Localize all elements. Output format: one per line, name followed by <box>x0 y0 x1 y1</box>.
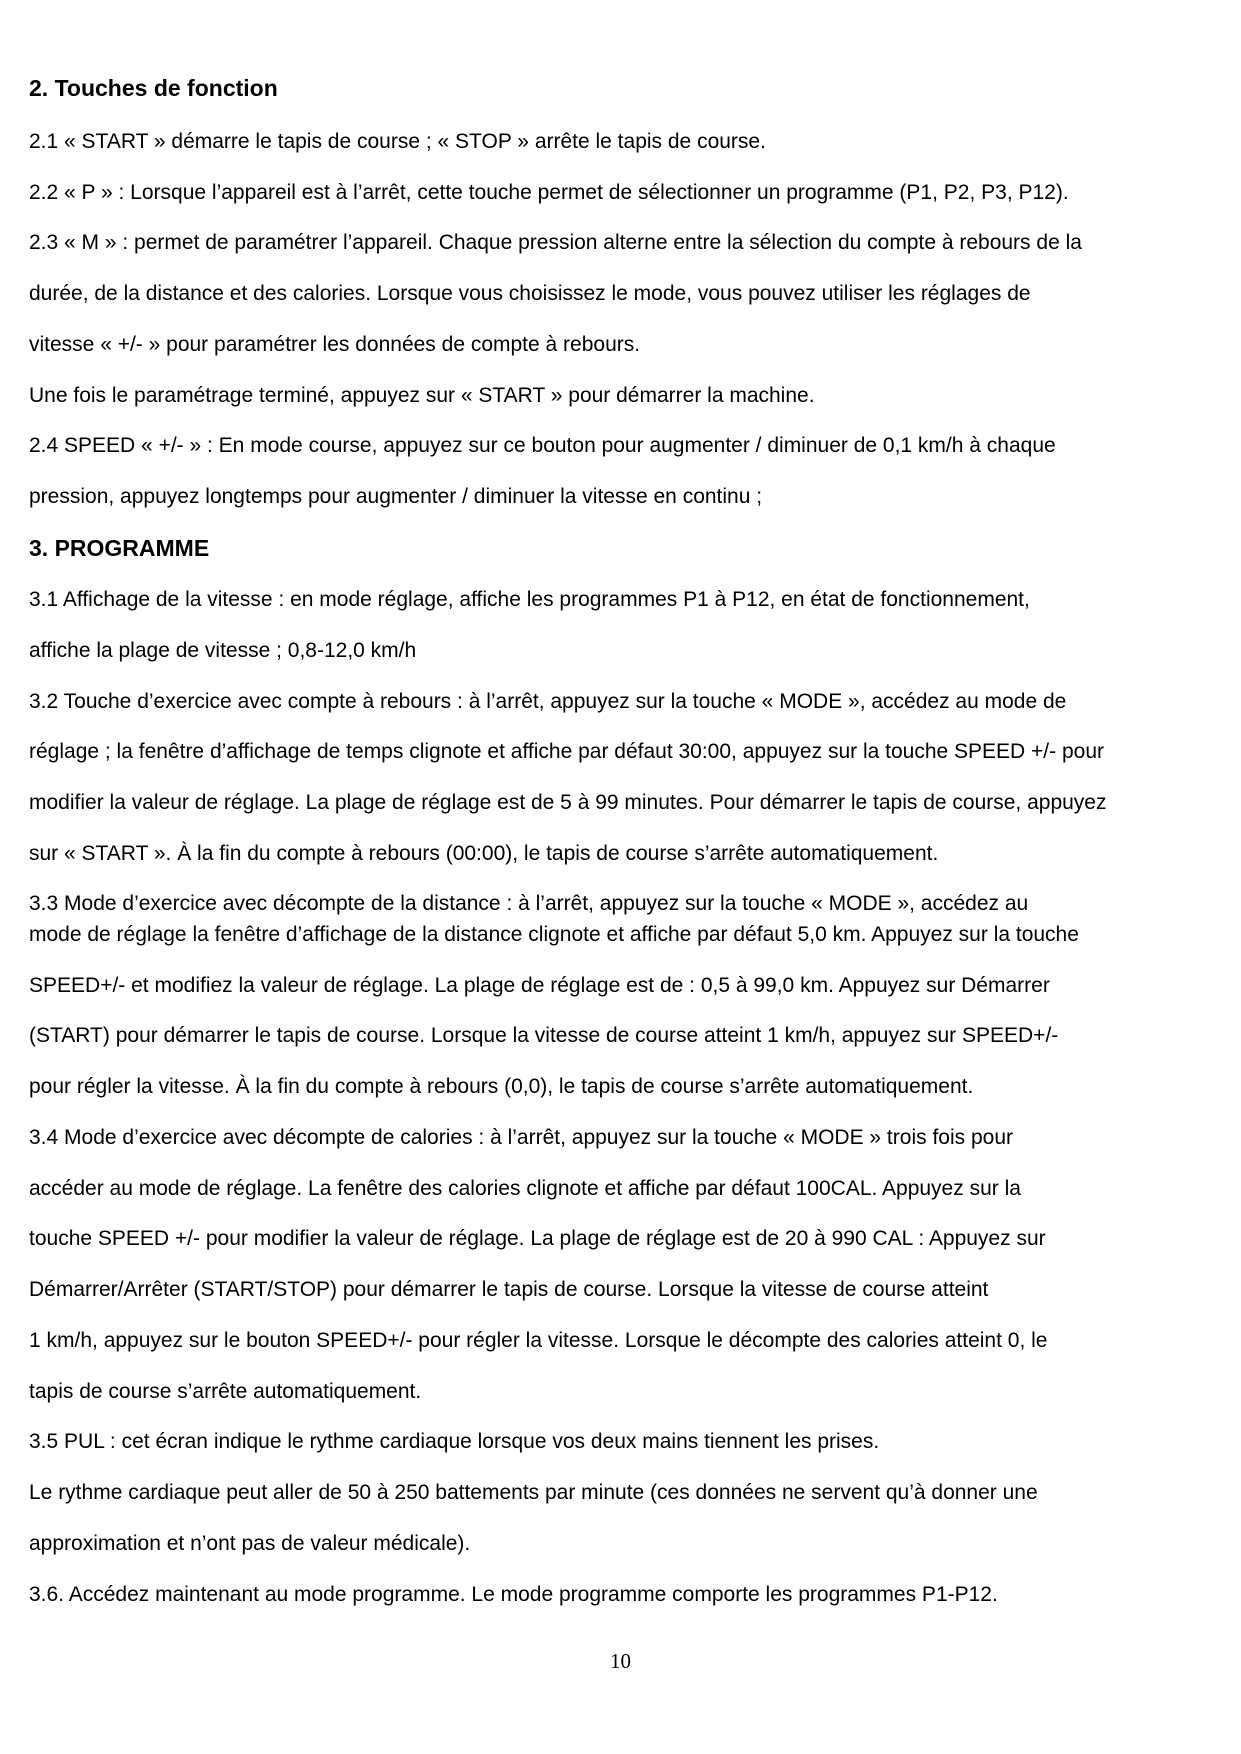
paragraph-line: mode de réglage la fenêtre d’affichage de la distance clignote et affiche par défaut 5,0 km. Appuyez sur la touche <box>29 923 1079 946</box>
paragraph-line: 3.6. Accédez maintenant au mode programme. Le mode programme comporte les programmes P1-P12. <box>29 1583 998 1606</box>
paragraph-line: pression, appuyez longtemps pour augmenter / diminuer la vitesse en continu ; <box>29 485 763 508</box>
paragraph-line: (START) pour démarrer le tapis de course. Lorsque la vitesse de course atteint 1 km/h, appuyez sur SPEED+/- <box>29 1024 1059 1047</box>
paragraph-line: 3.1 Affichage de la vitesse : en mode réglage, affiche les programmes P1 à P12, en état de fonctionnement, <box>29 588 1030 611</box>
paragraph-line: 3.3 Mode d’exercice avec décompte de la distance : à l’arrêt, appuyez sur la touche « MODE », accédez au <box>29 892 1029 915</box>
section-heading: 3. PROGRAMME <box>29 535 210 561</box>
section-heading: 2. Touches de fonction <box>29 75 278 101</box>
paragraph-line: 2.1 « START » démarre le tapis de course ; « STOP » arrête le tapis de course. <box>29 130 766 153</box>
paragraph-line: modifier la valeur de réglage. La plage de réglage est de 5 à 99 minutes. Pour démarrer le tapis de course, appuyez <box>29 791 1107 814</box>
paragraph-line: Démarrer/Arrêter (START/STOP) pour démarrer le tapis de course. Lorsque la vitesse de course atteint <box>29 1278 989 1301</box>
paragraph-line: SPEED+/- et modifiez la valeur de réglage. La plage de réglage est de : 0,5 à 99,0 km. Appuyez sur Démarrer <box>29 974 1050 997</box>
paragraph-line: Le rythme cardiaque peut aller de 50 à 250 battements par minute (ces données ne servent qu’à donner une <box>29 1481 1038 1504</box>
paragraph-line: touche SPEED +/- pour modifier la valeur de réglage. La plage de réglage est de 20 à 990 CAL : Appuyez sur <box>29 1227 1046 1250</box>
paragraph-line: 2.2 « P » : Lorsque l’appareil est à l’arrêt, cette touche permet de sélectionner un programme (P1, P2, P3, P12). <box>29 181 1069 204</box>
paragraph-line: tapis de course s’arrête automatiquement. <box>29 1380 422 1403</box>
page-number: 10 <box>610 1649 631 1673</box>
paragraph-line: accéder au mode de réglage. La fenêtre des calories clignote et affiche par défaut 100CAL. Appuyez sur la <box>29 1177 1021 1200</box>
paragraph-line: 2.4 SPEED « +/- » : En mode course, appuyez sur ce bouton pour augmenter / diminuer de 0,1 km/h à chaque <box>29 434 1056 457</box>
paragraph-line: approximation et n’ont pas de valeur médicale). <box>29 1532 471 1555</box>
paragraph-line: affiche la plage de vitesse ; 0,8-12,0 km/h <box>29 639 417 662</box>
paragraph-line: 1 km/h, appuyez sur le bouton SPEED+/- pour régler la vitesse. Lorsque le décompte des calories atteint 0, le <box>29 1329 1048 1352</box>
paragraph-line: durée, de la distance et des calories. Lorsque vous choisissez le mode, vous pouvez utiliser les réglages de <box>29 282 1031 305</box>
paragraph-line: 3.4 Mode d’exercice avec décompte de calories : à l’arrêt, appuyez sur la touche « MODE » trois fois pour <box>29 1126 1013 1149</box>
paragraph-line: Une fois le paramétrage terminé, appuyez sur « START » pour démarrer la machine. <box>29 384 815 407</box>
paragraph-line: 3.5 PUL : cet écran indique le rythme cardiaque lorsque vos deux mains tiennent les prises. <box>29 1430 880 1453</box>
paragraph-line: 3.2 Touche d’exercice avec compte à rebours : à l’arrêt, appuyez sur la touche « MODE », accédez au mode de <box>29 690 1067 713</box>
paragraph-line: réglage ; la fenêtre d’affichage de temps clignote et affiche par défaut 30:00, appuyez sur la touche SPEED +/- pour <box>29 740 1104 763</box>
paragraph-line: sur « START ». À la fin du compte à rebours (00:00), le tapis de course s’arrête automatiquement. <box>29 842 939 865</box>
paragraph-line: 2.3 « M » : permet de paramétrer l’appareil. Chaque pression alterne entre la sélection du compte à rebours de la <box>29 231 1082 254</box>
paragraph-line: vitesse « +/- » pour paramétrer les données de compte à rebours. <box>29 333 641 356</box>
paragraph-line: pour régler la vitesse. À la fin du compte à rebours (0,0), le tapis de course s’arrête automatiquement. <box>29 1075 974 1098</box>
